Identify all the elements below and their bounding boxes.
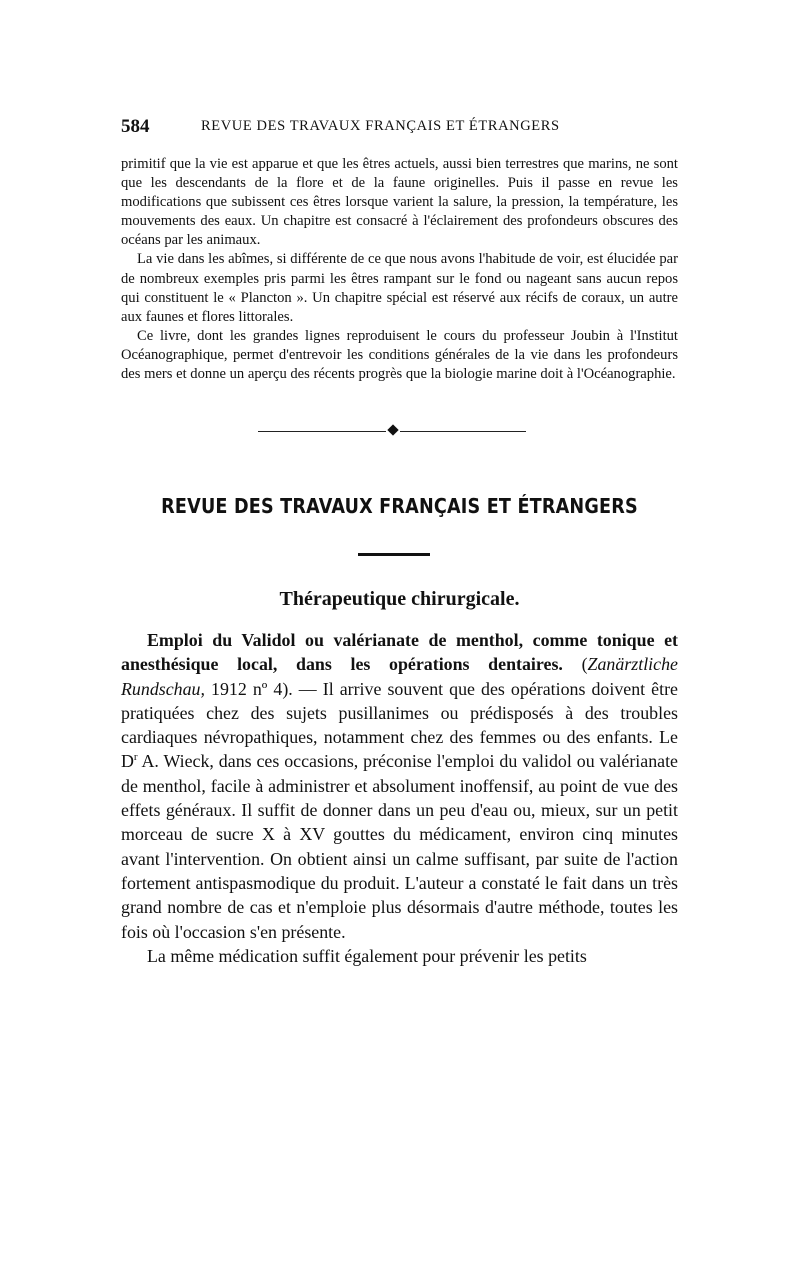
page-number: 584 xyxy=(121,116,150,137)
source-paren: ( xyxy=(581,654,588,675)
article-lead-title: Emploi du Validol ou valérianate de menthol, comme tonique et anesthésique local, dans les opérations dentaires. xyxy=(121,630,678,675)
section-rule xyxy=(358,553,430,556)
review-paragraph-3: Ce livre, dont les grandes lignes reproduisent le cours du professeur Joubin à l'Institut Océanographique, permet d'entrevoir les conditions générales de la vie dans les profondeurs des mers et donne un aperçu des récents progrès que la biologie marine doit à l'Océanographie. xyxy=(121,327,678,383)
separator-line-left xyxy=(258,431,386,432)
book-review-text xyxy=(121,155,678,384)
article-paragraph-1 xyxy=(121,628,678,944)
article-text-a: — Il arrive souvent que des opérations doivent être pratiquées chez des sujets pusillanimes ou prédisposés à des troubles cardiaques névropathiques, notamment chez des femmes ou des enfants. Le D xyxy=(121,678,678,772)
article-paragraph-2: La même médication suffit également pour prévenir les petits xyxy=(147,945,587,966)
separator-line-right xyxy=(400,431,526,432)
article-text-b: A. Wieck, dans ces occasions, préconise l'emploi du validol ou valérianate de menthol, facile à administrer et absolument inoffensif, au point de vue des effets généraux. Il suffit de donner dans un peu d'eau ou, mieux, sur un petit morceau de sucre X à XV gouttes du médicament, environ cinq minutes avant l'intervention. On obtient ainsi un calme suffisant, par suite de l'action fortement antispasmodique du produit. L'auteur a constaté le fait dans un très grand nombre de cas et n'emploie plus désormais d'autre méthode, toutes les fois où l'occasion s'en présente. xyxy=(121,751,678,942)
article-body xyxy=(121,628,678,968)
subsection-title: Thérapeutique chirurgicale. xyxy=(279,588,520,610)
running-head: REVUE DES TRAVAUX FRANÇAIS ET ÉTRANGERS xyxy=(201,118,560,134)
doctor-superscript: r xyxy=(133,751,138,764)
diamond-ornament-icon xyxy=(387,424,398,435)
source-reference: 1912 nº 4). xyxy=(204,678,293,699)
source-journal: Zanärztliche Rundschau, xyxy=(121,654,678,699)
review-paragraph-2: La vie dans les abîmes, si différente de ce que nous avons l'habitude de voir, est élucidée par de nombreux exemples pris parmi les êtres rampant sur le fond ou nageant sans aucun repos qui constituent le « Plancton ». Un chapitre spécial est réservé aux récifs de coraux, un autre aux faunes et flores littorales. xyxy=(121,251,678,325)
section-title: REVUE DES TRAVAUX FRANÇAIS ET ÉTRANGERS xyxy=(161,494,638,518)
page-header xyxy=(121,116,601,138)
review-paragraph-1: primitif que la vie est apparue et que les êtres actuels, aussi bien terrestres que marins, ne sont que les descendants de la flore et de la faune originelles. Puis il passe en revue les modifications que subissent ces êtres lorsque varient la salure, la pression, la température, les mouvements des eaux. Un chapitre est consacré à l'éclairement des profondeurs obscures des océans par les animaux. xyxy=(121,156,678,249)
ornamental-separator xyxy=(258,426,526,436)
